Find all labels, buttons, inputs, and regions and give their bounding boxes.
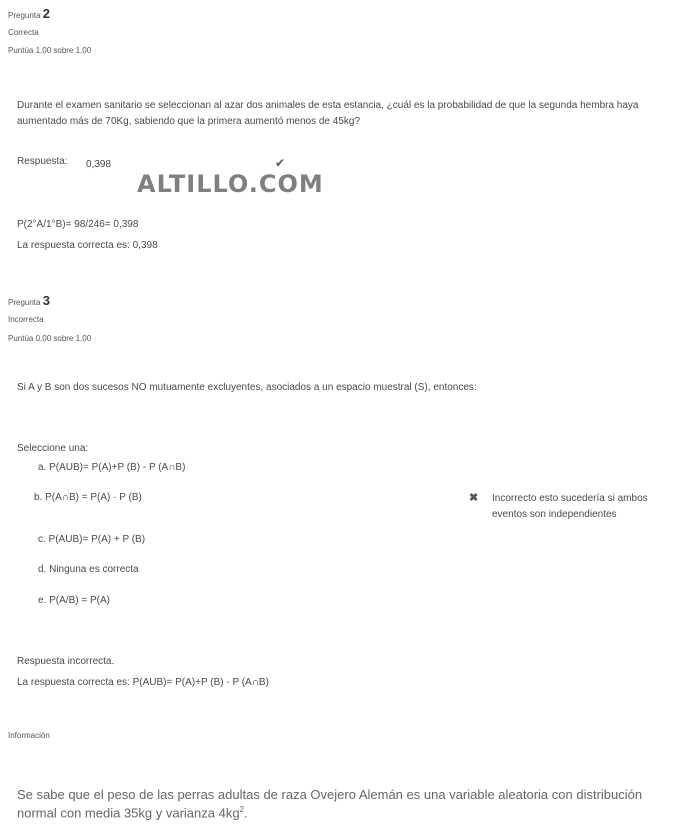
question-2-score: Puntúa 1,00 sobre 1,00 [8,46,92,55]
info-period: . [244,805,248,821]
question-2-status: Correcta [8,28,39,37]
question-2-feedback: P(2°A/1°B)= 98/246= 0,398 [17,219,139,230]
info-label: Información [8,731,50,740]
watermark: ALTILLO.COM [137,170,324,198]
question-2-text: Durante el examen sanitario se seleccionan al azar dos animales de esta estancia, ¿cuál es la probabilidad de que la segunda hembra haya aumentado más de 70Kg, sabiendo que la primera aumentó menos de 45kg? [17,100,639,127]
option-d[interactable]: d. Ninguna es correcta [38,564,139,575]
option-a[interactable]: a. P(AUB)= P(A)+P (B) - P (A∩B) [38,462,186,473]
question-2-correct-answer: La respuesta correcta es: 0,398 [17,240,158,251]
question-3-heading [8,293,50,308]
option-feedback-line1: Incorrecto esto sucedería si ambos [492,493,648,504]
question-3-correct-answer: La respuesta correcta es: P(AUB)= P(A)+P (B) - P (A∩B) [17,677,269,688]
answer-input[interactable]: 0,398 [86,159,112,170]
info-text-line2-main: normal con media 35kg y varianza 4kg [17,805,240,821]
option-b[interactable]: b. P(A∩B) = P(A) · P (B) [34,492,142,503]
answer-label: Respuesta: [17,156,68,167]
info-text [17,787,687,820]
incorrect-x-icon: ✖ [469,492,479,504]
info-text-line2 [17,802,687,820]
option-e[interactable]: e. P(A/B) = P(A) [38,595,110,606]
question-3-text: Si A y B son dos sucesos NO mutuamente excluyentes, asociados a un espacio muestral (S), entonces: [17,382,477,393]
question-number: 2 [42,6,50,21]
info-text-line1: Se sabe que el peso de las perras adultas de raza Ovejero Alemán es una variable aleatoria con distribución [17,787,643,802]
info-superscript: 2 [239,805,245,814]
option-c[interactable]: c. P(AUB)= P(A) + P (B) [38,534,146,545]
option-feedback-line2: eventos son independientes [492,509,617,520]
question-prefix: Pregunta [8,298,41,307]
question-3-result: Respuesta incorrecta. [17,656,115,667]
question-3-score: Puntúa 0,00 sobre 1,00 [8,334,92,343]
select-label: Seleccione una: [17,443,89,454]
question-number: 3 [42,293,50,308]
question-3-status: Incorrecta [8,315,44,324]
check-icon: ✔ [275,156,286,170]
question-2-heading [8,6,50,21]
question-prefix: Pregunta [8,11,41,20]
